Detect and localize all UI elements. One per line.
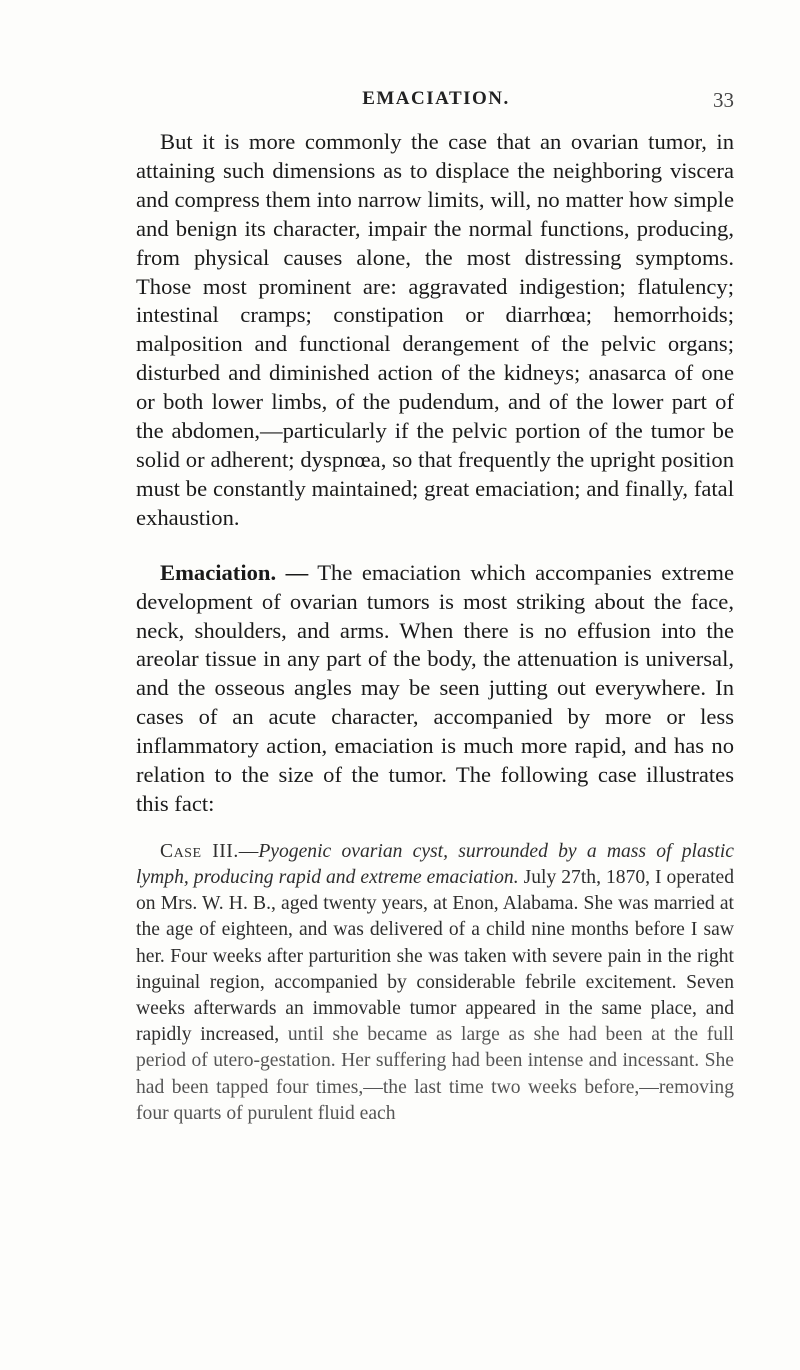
paragraph-emaciation-text: The emaciation which accompanies extreme development of ovarian tumors is most striking about the face, neck, shoulders, and arms. When there is no effusion into the areolar tissue in any part of the body, the attenuation is universal, and the osseous angles may be seen jutting out everywhere. In cases of an acute character, accompanied by more or less inflammatory action, emaciation is much more rapid, and has no relation to the size of the tumor. The following case illustrates this fact: <box>136 559 734 816</box>
body-text <box>136 128 734 1127</box>
case-text: July 27th, 1870, I operated on Mrs. W. H. B., aged twenty years, at Enon, Alabama. She was married at the age of eighteen, and was delivered of a child nine months before I saw her. Four weeks after parturition she was taken with severe pain in the right inguinal region, accompanied by considerable febrile excitement. Seven weeks afterwards an immovable tumor appeared in the same place, and rapidly increased, <box>136 867 735 1046</box>
running-head <box>138 88 734 114</box>
case-text-faded: until she became as large as she had been at the full period of utero-gestation. Her suffering had been intense and incessant. She had been tapped four times,—the last time two weeks before,—removing four quarts of purulent fluid each <box>136 1024 734 1124</box>
case-dash: — <box>238 840 259 862</box>
running-title: EMACIATION. <box>362 88 510 109</box>
paragraph-symptoms: But it is more commonly the case that an ovarian tumor, in attaining such dimensions as to displace the neighboring viscera and compress them into narrow limits, will, no matter how simple and benign its character, impair the normal functions, producing, from physical causes alone, the most distressing symptoms. Those most prominent are: aggravated indigestion; flatulency; intestinal cramps; constipation or diarrhœa; hemorrhoids; malposition and functional derangement of the pelvic organs; disturbed and diminished action of the kidneys; anasarca of one or both lower limbs, of the pudendum, and of the lower part of the abdomen,—particularly if the pelvic portion of the tumor be solid or adherent; dyspnœa, so that frequently the upright position must be constantly maintained; great emaciation; and finally, fatal exhaustion. <box>136 129 734 530</box>
paragraph-spacer <box>136 533 734 559</box>
case-title: Pyogenic ovarian cyst, surrounded by a mass of plastic lymph, producing rapid and extreme emaciation. <box>136 840 735 889</box>
case-label: Case III. <box>160 840 239 862</box>
paragraph-spacer <box>136 819 734 839</box>
page-number: 33 <box>713 88 734 112</box>
section-heading: Emaciation. — <box>160 559 309 585</box>
paragraph-case-report <box>136 839 734 1127</box>
paragraph-emaciation <box>136 559 734 819</box>
